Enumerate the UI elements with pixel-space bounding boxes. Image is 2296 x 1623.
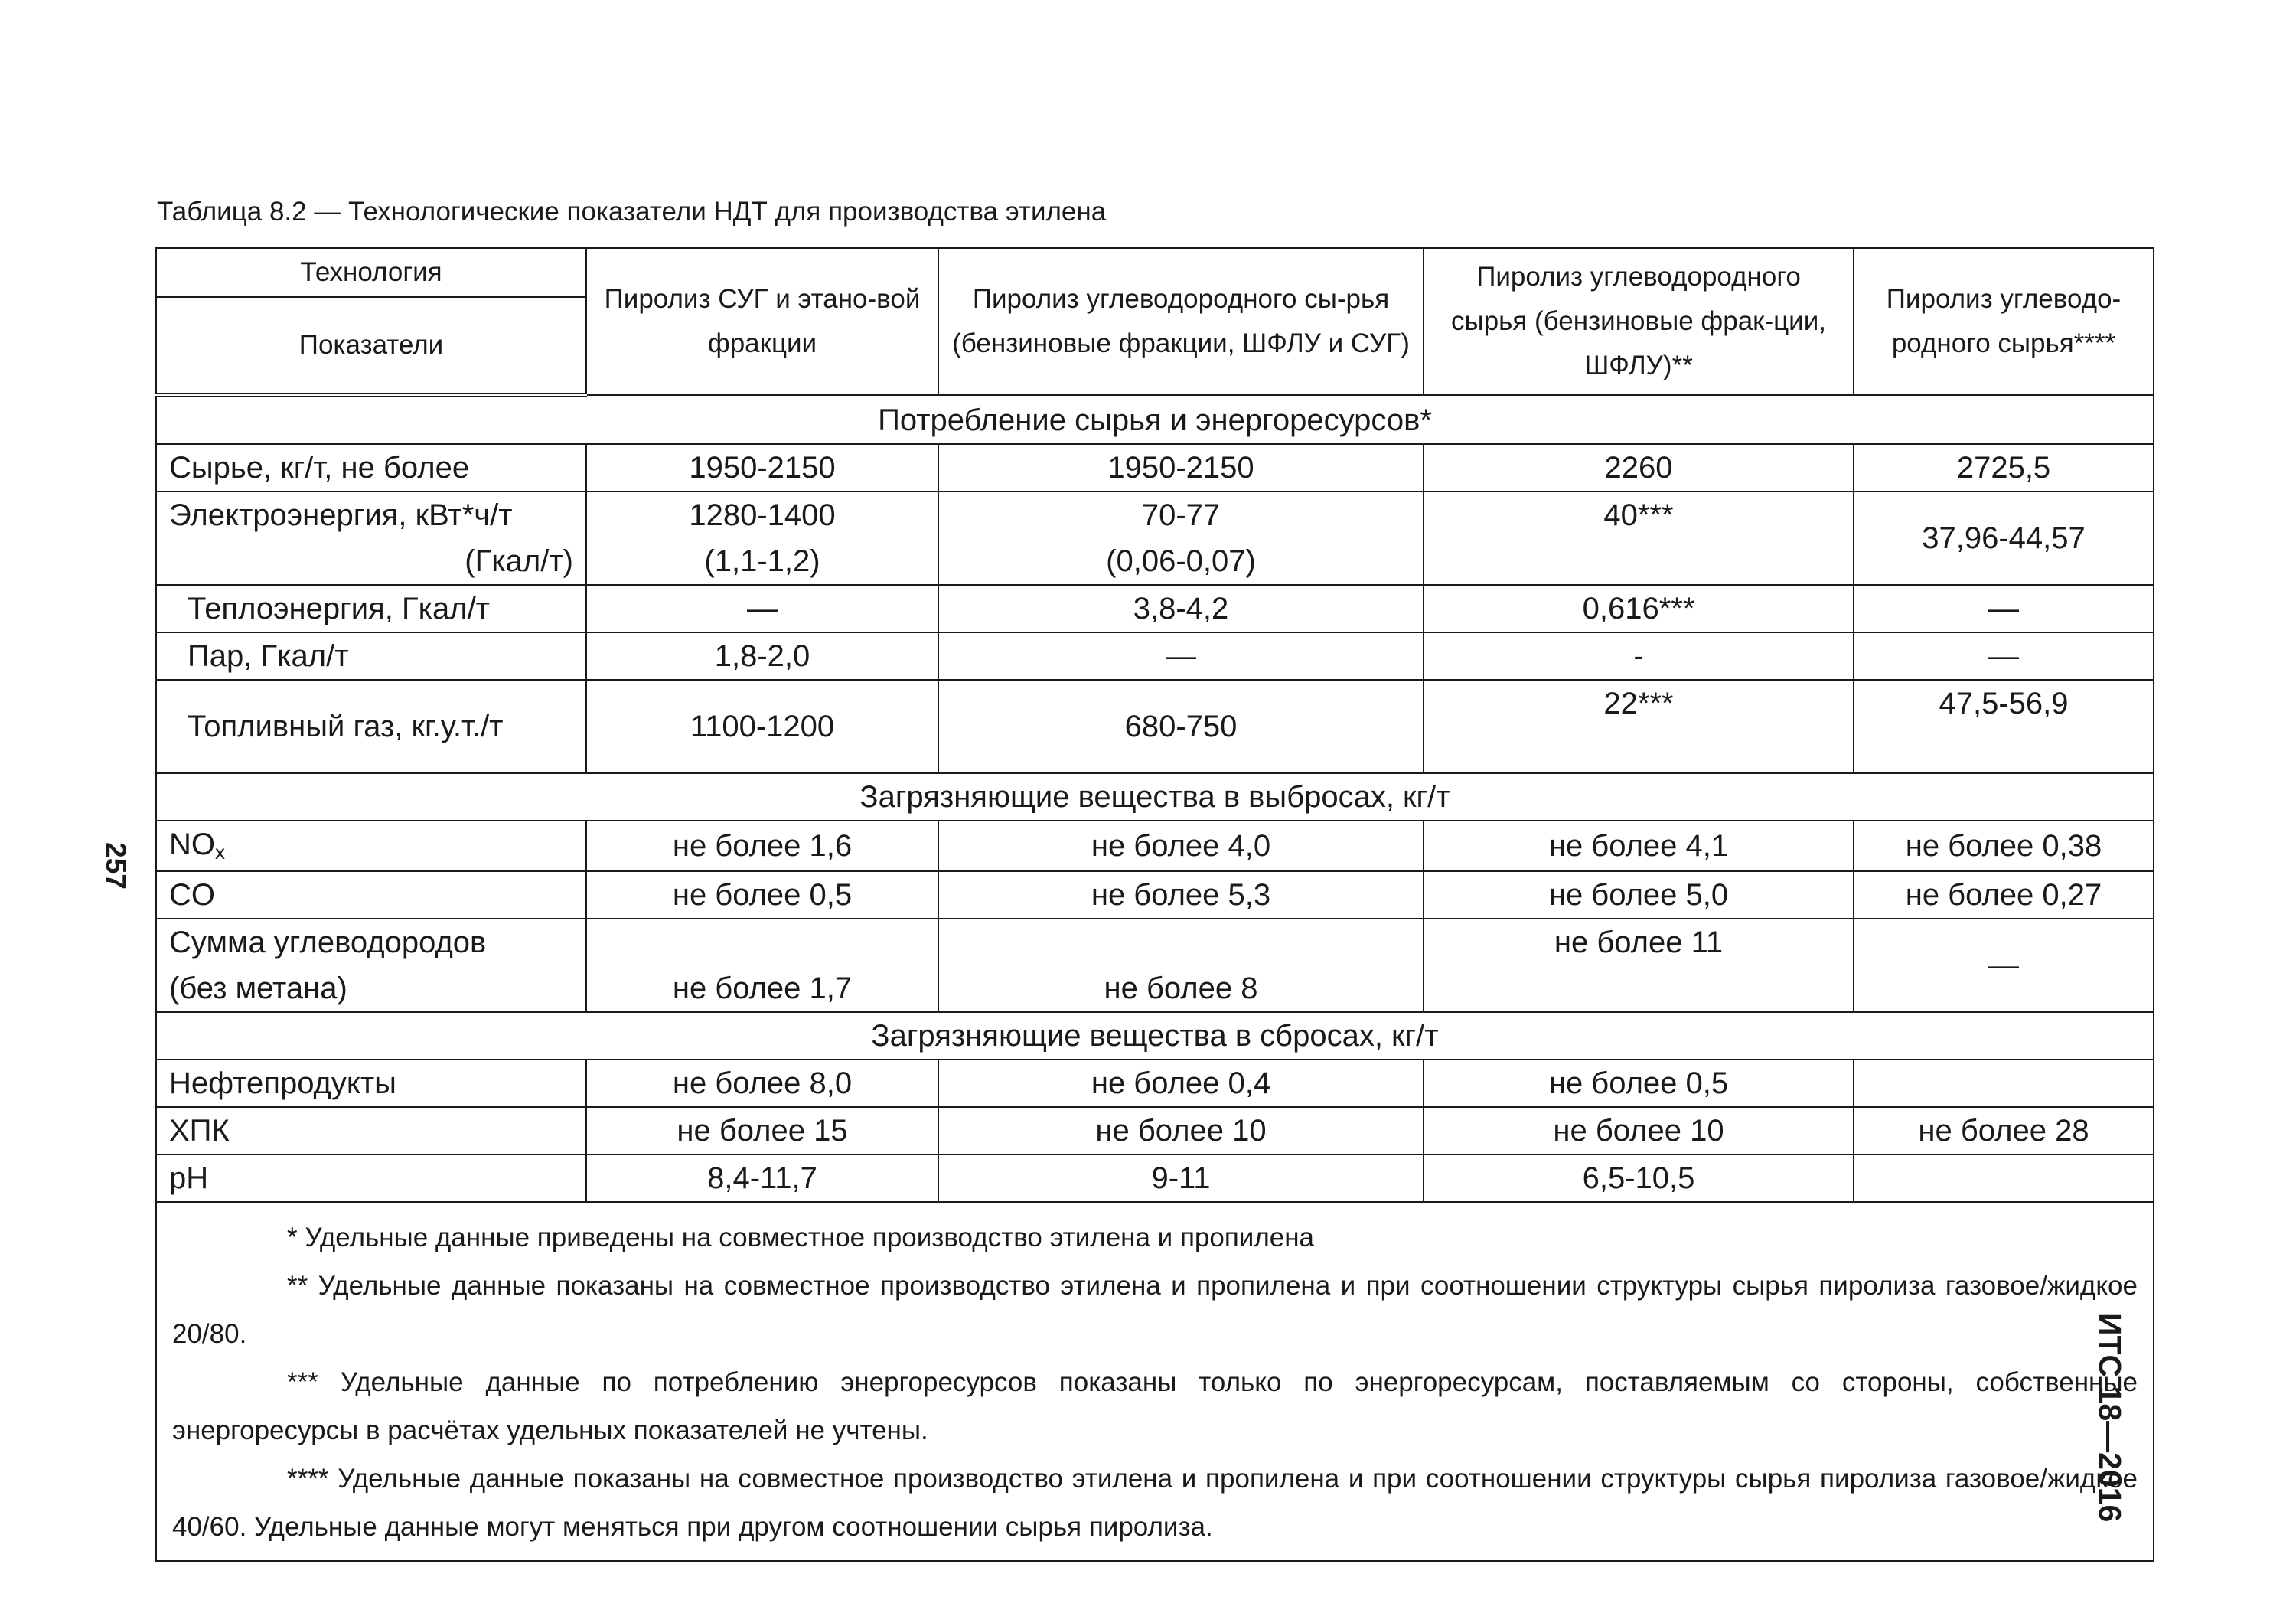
cell: не более 0,5 (1424, 1060, 1854, 1107)
cell (586, 491, 938, 585)
cell: 37,96-44,57 (1854, 491, 2154, 585)
cell: не более 4,1 (1424, 821, 1854, 871)
ndt-indicators-table (155, 247, 2154, 1562)
footnote-2: ** Удельные данные показаны на совместное производство этилена и пропилена и при соотношении структуры сырья пиролиза газовое/жидкое 20/80. (172, 1271, 2138, 1349)
electro-label-line1: Электроэнергия, кВт*ч/т (169, 498, 513, 532)
row-label-co: CO (156, 871, 586, 919)
cell: не более 10 (938, 1107, 1424, 1154)
document-id: ИТС 18—2016 (2092, 1313, 2128, 1523)
header-col-2: Пиролиз углеводородного сы-рья (бензиновые фракции, ШФЛУ и СУГ) (938, 248, 1424, 395)
cell: не более 1,7 (586, 919, 938, 1012)
row-label-cod: ХПК (156, 1107, 586, 1154)
table-row (156, 1154, 2154, 1202)
cell: 40*** (1424, 491, 1854, 585)
section-title-consumption: Потребление сырья и энергоресурсов* (156, 395, 2154, 444)
header-technology: Технология (156, 248, 586, 297)
header-col-4: Пиролиз углеводо-родного сырья**** (1854, 248, 2154, 395)
hc-label-line1: Сумма углеводородов (169, 926, 487, 959)
cell: не более 5,3 (938, 871, 1424, 919)
cell: 0,616*** (1424, 585, 1854, 632)
row-label-nox (156, 821, 586, 871)
row-label-raw: Сырье, кг/т, не более (156, 444, 586, 491)
cell: не более 0,38 (1854, 821, 2154, 871)
table-caption: Таблица 8.2 — Технологические показатели НДТ для производства этилена (157, 197, 1107, 227)
nox-label-sub: x (215, 841, 225, 864)
cell: — (938, 632, 1424, 680)
nox-label-main: NO (169, 828, 215, 861)
cell: не более 0,5 (586, 871, 938, 919)
cell: 9-11 (938, 1154, 1424, 1202)
cell: не более 28 (1854, 1107, 2154, 1154)
cell: не более 1,6 (586, 821, 938, 871)
cell: — (1854, 632, 2154, 680)
cell: не более 10 (1424, 1107, 1854, 1154)
table-row (156, 1060, 2154, 1107)
cell: 8,4-11,7 (586, 1154, 938, 1202)
cell (1854, 1154, 2154, 1202)
cell: 1950-2150 (938, 444, 1424, 491)
row-label-heat: Теплоэнергия, Гкал/т (156, 585, 586, 632)
electro-label-line2: (Гкал/т) (465, 544, 573, 578)
table-row (156, 871, 2154, 919)
cell: — (586, 585, 938, 632)
cell: 22*** (1424, 680, 1854, 773)
row-label-fuel: Топливный газ, кг.у.т./т (156, 680, 586, 773)
table-row (156, 491, 2154, 585)
table-row (156, 1107, 2154, 1154)
page-number: 257 (99, 842, 132, 890)
cell: не более 0,27 (1854, 871, 2154, 919)
table-row (156, 680, 2154, 773)
row-label-oil: Нефтепродукты (156, 1060, 586, 1107)
cell: 6,5-10,5 (1424, 1154, 1854, 1202)
cell: не более 8 (938, 919, 1424, 1012)
header-col-3: Пиролиз углеводородного сырья (бензиновые фрак-ции, ШФЛУ)** (1424, 248, 1854, 395)
row-label-electro (156, 491, 586, 585)
cell: не более 4,0 (938, 821, 1424, 871)
electro-c2-line1: 70-77 (1141, 498, 1221, 532)
row-label-steam: Пар, Гкал/т (156, 632, 586, 680)
row-label-hc (156, 919, 586, 1012)
electro-c1-line1: 1280-1400 (689, 498, 836, 532)
header-col-1: Пиролиз СУГ и этано-вой фракции (586, 248, 938, 395)
cell: не более 5,0 (1424, 871, 1854, 919)
cell: 1100-1200 (586, 680, 938, 773)
cell: — (1854, 919, 2154, 1012)
footnote-3: *** Удельные данные по потреблению энергоресурсов показаны только по энергоресурсам, поставляемым со стороны, собственные энергоресурсы в расчётах удельных показателей не учтены. (172, 1367, 2138, 1445)
table-footnotes (156, 1202, 2154, 1561)
table-row (156, 585, 2154, 632)
cell: - (1424, 632, 1854, 680)
header-indicators: Показатели (156, 297, 586, 395)
row-label-ph: pH (156, 1154, 586, 1202)
cell: 1950-2150 (586, 444, 938, 491)
cell (1854, 1060, 2154, 1107)
table-row (156, 444, 2154, 491)
table-row (156, 632, 2154, 680)
footnote-1: * Удельные данные приведены на совместное производство этилена и пропилена (287, 1223, 1315, 1252)
section-title-emissions: Загрязняющие вещества в выбросах, кг/т (156, 773, 2154, 821)
cell: 1,8-2,0 (586, 632, 938, 680)
hc-label-line2: (без метана) (169, 972, 347, 1005)
cell: 2260 (1424, 444, 1854, 491)
table-row (156, 821, 2154, 871)
cell: не более 8,0 (586, 1060, 938, 1107)
cell: не более 0,4 (938, 1060, 1424, 1107)
cell: — (1854, 585, 2154, 632)
cell: не более 11 (1424, 919, 1854, 1012)
section-title-discharges: Загрязняющие вещества в сбросах, кг/т (156, 1012, 2154, 1060)
cell: 680-750 (938, 680, 1424, 773)
cell: 2725,5 (1854, 444, 2154, 491)
electro-c1-line2: (1,1-1,2) (704, 544, 820, 578)
footnote-4: **** Удельные данные показаны на совместное производство этилена и пропилена и при соотношении структуры сырья пиролиза газовое/жидкое 40/60. Удельные данные могут меняться при другом соотношении сырья пиролиза. (172, 1464, 2138, 1542)
cell: 47,5-56,9 (1854, 680, 2154, 773)
cell: 3,8-4,2 (938, 585, 1424, 632)
cell (938, 491, 1424, 585)
table-row (156, 919, 2154, 1012)
electro-c2-line2: (0,06-0,07) (1106, 544, 1256, 578)
cell: не более 15 (586, 1107, 938, 1154)
